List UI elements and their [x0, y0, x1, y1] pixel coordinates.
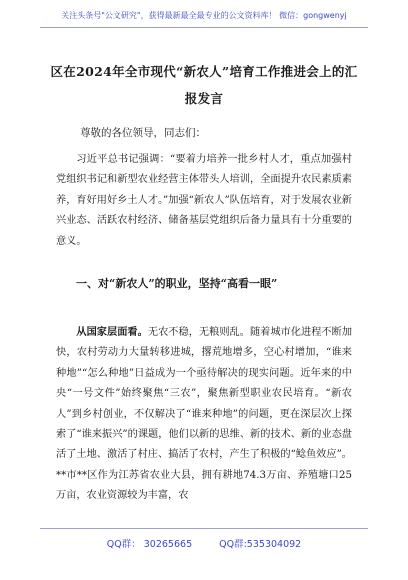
paragraph-intro: 习近平总书记强调：“要着力培养一批乡村人才，重点加强村党组织书记和新型农业经营主体带头人培训，全面提升农民素质素养，育好用好乡土人才。”加强“新农人”队伍培育，对于发展农业新兴业态、活跃农村经济、储备基层党组织后备力量具有十分重要的意义。 — [56, 154, 352, 247]
footer-divider — [40, 528, 368, 529]
paragraph-national-level — [56, 322, 352, 507]
paragraph-body: 无农不稳，无粮则乱。随着城市化进程不断加快，农村劳动力大量转移进城，撂荒地增多，空心村增加，“谁来种地”“怎么种地”日益成为一个亟待解决的现实问题。近年来的中央“一号文件”始终聚焦“三农”，聚焦新型职业农民培育。“新农人”到乡村创业，不仅解决了“谁来种地”的问题，更在深层次上探索了“谁来振兴”的课题，他们以新的思维、新的技术、新的业态盘活了土地、激活了村庄、搞活了农村，产生了积极的“鲶鱼效应”。**市**区作为江苏省农业大县，拥有耕地74.3万亩、养殖塘口25万亩，农业资源较为丰富，农 — [56, 327, 353, 502]
footer-qq-group-2: QQ群:535304092 — [219, 539, 302, 550]
footer-contacts — [0, 536, 408, 550]
footer-qq-group-1: QQ群： 30265665 — [106, 539, 193, 550]
salutation: 尊敬的各位领导，同志们： — [80, 127, 206, 139]
section-heading: 一、对“新农人”的职业，坚持“高看一眼” — [76, 277, 278, 290]
header-promo-note: 关注头条号"公文研究"，获得最新最全最专业的公文资料库！ 微信：gongwenyj — [61, 11, 347, 20]
header-divider — [40, 27, 368, 28]
paragraph-lead: 从国家层面看。 — [76, 326, 148, 338]
document-title: 区在2024年全市现代“新农人”培育工作推进会上的汇报发言 — [50, 64, 358, 106]
